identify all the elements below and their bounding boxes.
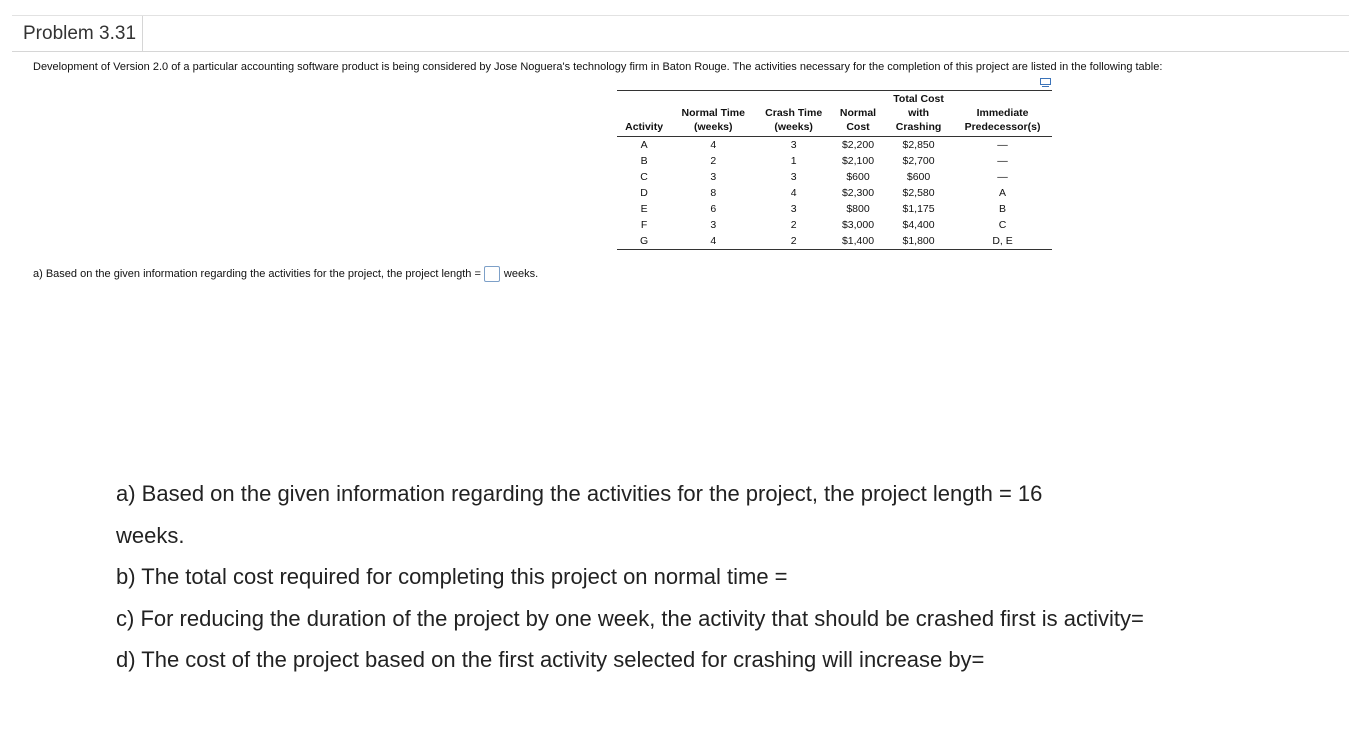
table-cell: $600 xyxy=(906,171,931,183)
table-cell: C xyxy=(640,171,648,183)
answer-line-a-continued: weeks. xyxy=(116,522,185,548)
table-row xyxy=(617,169,1052,185)
column-header-text: Crash Time xyxy=(765,107,823,119)
table-cell: G xyxy=(639,235,649,247)
table-view-icon[interactable] xyxy=(1040,78,1051,87)
table-cell: $2,300 xyxy=(841,187,875,199)
column-header-text: (weeks) xyxy=(693,121,733,133)
table-cell: 2 xyxy=(790,235,797,247)
table-cell: 3 xyxy=(790,203,797,215)
table-body xyxy=(617,137,1052,250)
column-header-text: Activity xyxy=(625,121,664,133)
table-cell: C xyxy=(998,219,1007,231)
table-row xyxy=(617,217,1052,233)
table-cell: $2,200 xyxy=(841,139,875,151)
column-header-text: Normal Time xyxy=(681,107,745,119)
column-header xyxy=(617,91,671,137)
table-cell: $1,175 xyxy=(902,203,935,215)
table-cell: 2 xyxy=(710,155,717,167)
problem-intro: Development of Version 2.0 of a particular accounting software product is being considered by Jose Noguera's technology firm in Baton Rouge. The activities necessary for the completion of this project are listed in the following table: xyxy=(33,61,1163,73)
table-row xyxy=(617,153,1052,169)
question-a-suffix: weeks. xyxy=(503,268,539,280)
table-cell: A xyxy=(640,139,648,151)
column-header-text: Crashing xyxy=(895,121,942,133)
column-header-text: Total Cost xyxy=(893,93,944,105)
table-header-row xyxy=(617,91,1052,137)
table-cell: A xyxy=(999,187,1007,199)
table-cell: 3 xyxy=(710,171,717,183)
table-cell: 8 xyxy=(710,187,717,199)
table-cell: 3 xyxy=(710,219,717,231)
table-cell: B xyxy=(640,155,648,167)
table-cell: — xyxy=(997,155,1008,167)
column-header-text: Immediate xyxy=(976,107,1029,119)
table-cell: $3,000 xyxy=(841,219,875,231)
problem-title: Problem 3.31 xyxy=(12,16,143,51)
table-row xyxy=(617,185,1052,201)
column-header-text: (weeks) xyxy=(774,121,813,133)
question-a-prefix: a) Based on the given information regarding the activities for the project, the project length = xyxy=(33,268,481,280)
column-header-text: with xyxy=(908,107,930,119)
table-cell: $1,800 xyxy=(902,235,935,247)
column-header xyxy=(953,91,1052,137)
table-cell: F xyxy=(640,219,648,231)
table-cell: 3 xyxy=(790,139,797,151)
table-cell: D xyxy=(640,187,648,199)
table-cell: — xyxy=(997,171,1008,183)
table-row xyxy=(617,233,1052,250)
table-cell: $2,580 xyxy=(902,187,935,199)
table-cell: $2,850 xyxy=(902,139,935,151)
question-a xyxy=(33,266,538,282)
table-cell: 2 xyxy=(790,219,797,231)
table-cell: 6 xyxy=(710,203,717,215)
table-cell: 1 xyxy=(790,155,797,167)
column-header-text: Normal xyxy=(839,107,877,119)
answers-block xyxy=(116,476,1316,684)
column-header xyxy=(832,91,884,137)
table-cell: 3 xyxy=(790,171,797,183)
column-header-text: Predecessor(s) xyxy=(964,121,1041,133)
answer-line-c: c) For reducing the duration of the project by one week, the activity that should be crashed first is activity= xyxy=(116,605,1144,631)
table-cell: D, E xyxy=(992,235,1013,247)
answer-line-a: a) Based on the given information regarding the activities for the project, the project length = 16 xyxy=(116,481,1043,506)
table-cell: $4,400 xyxy=(902,219,935,231)
project-length-input[interactable] xyxy=(484,266,500,282)
column-header xyxy=(671,91,755,137)
table-cell: — xyxy=(997,139,1008,151)
table-row xyxy=(617,137,1052,154)
table-cell: $600 xyxy=(846,171,870,183)
activity-table xyxy=(617,90,1052,250)
table-cell: 4 xyxy=(790,187,797,199)
column-header xyxy=(884,91,953,137)
problem-header xyxy=(12,16,1349,52)
answer-line-b: b) The total cost required for completing this project on normal time = xyxy=(116,564,788,589)
column-header-text: Cost xyxy=(846,121,870,133)
answer-line-d: d) The cost of the project based on the first activity selected for crashing will increase by= xyxy=(116,647,985,672)
table-cell: 4 xyxy=(710,235,717,247)
table-cell: $800 xyxy=(846,203,870,215)
table-cell: $1,400 xyxy=(841,235,875,247)
table-cell: E xyxy=(640,203,648,215)
table-cell: $2,100 xyxy=(841,155,875,167)
table-cell: $2,700 xyxy=(902,155,935,167)
table-cell: B xyxy=(999,203,1007,215)
table-row xyxy=(617,201,1052,217)
table-cell: 4 xyxy=(710,139,717,151)
column-header xyxy=(755,91,832,137)
